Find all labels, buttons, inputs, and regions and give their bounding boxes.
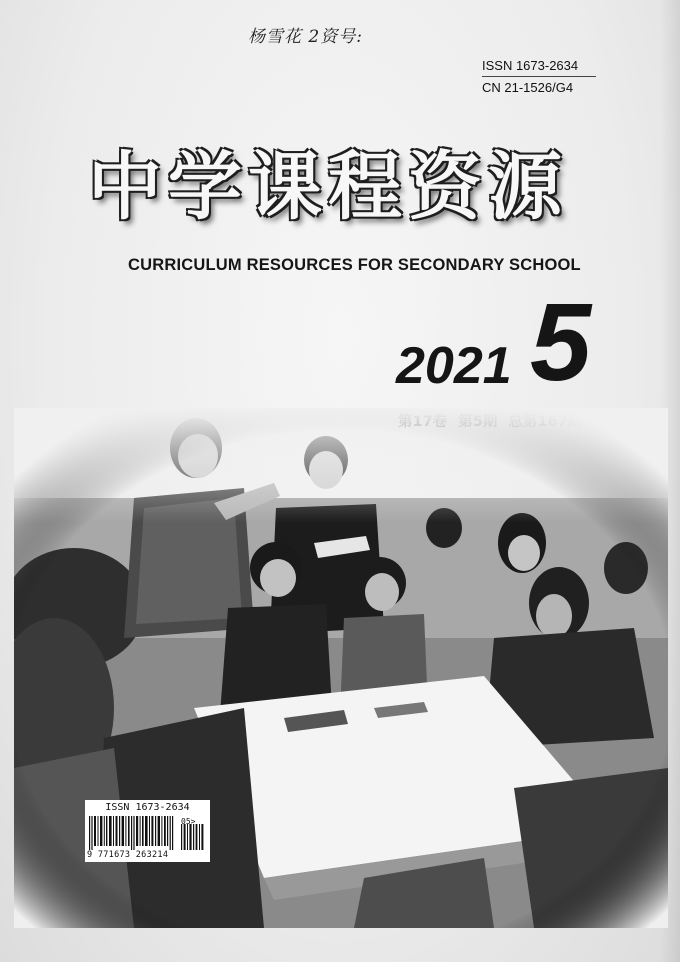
cn-number: CN 21-1526/G4: [482, 80, 574, 95]
issue-number: 5: [530, 281, 592, 404]
journal-title-chinese: 中学课程资源: [88, 144, 568, 230]
barcode-addon: 05>: [181, 817, 196, 826]
barcode: [85, 800, 210, 862]
barcode-issn-label: ISSN 1673-2634: [105, 802, 190, 813]
issn-number: ISSN 1673-2634: [482, 58, 596, 77]
barcode-digits: 9 771673 263214: [87, 850, 169, 860]
issue-year: 2021: [396, 337, 512, 395]
handwritten-note: 杨雪花 2资号:: [248, 27, 363, 47]
journal-title-english: CURRICULUM RESOURCES FOR SECONDARY SCHOOL: [128, 256, 581, 274]
registration-block: [482, 58, 596, 95]
